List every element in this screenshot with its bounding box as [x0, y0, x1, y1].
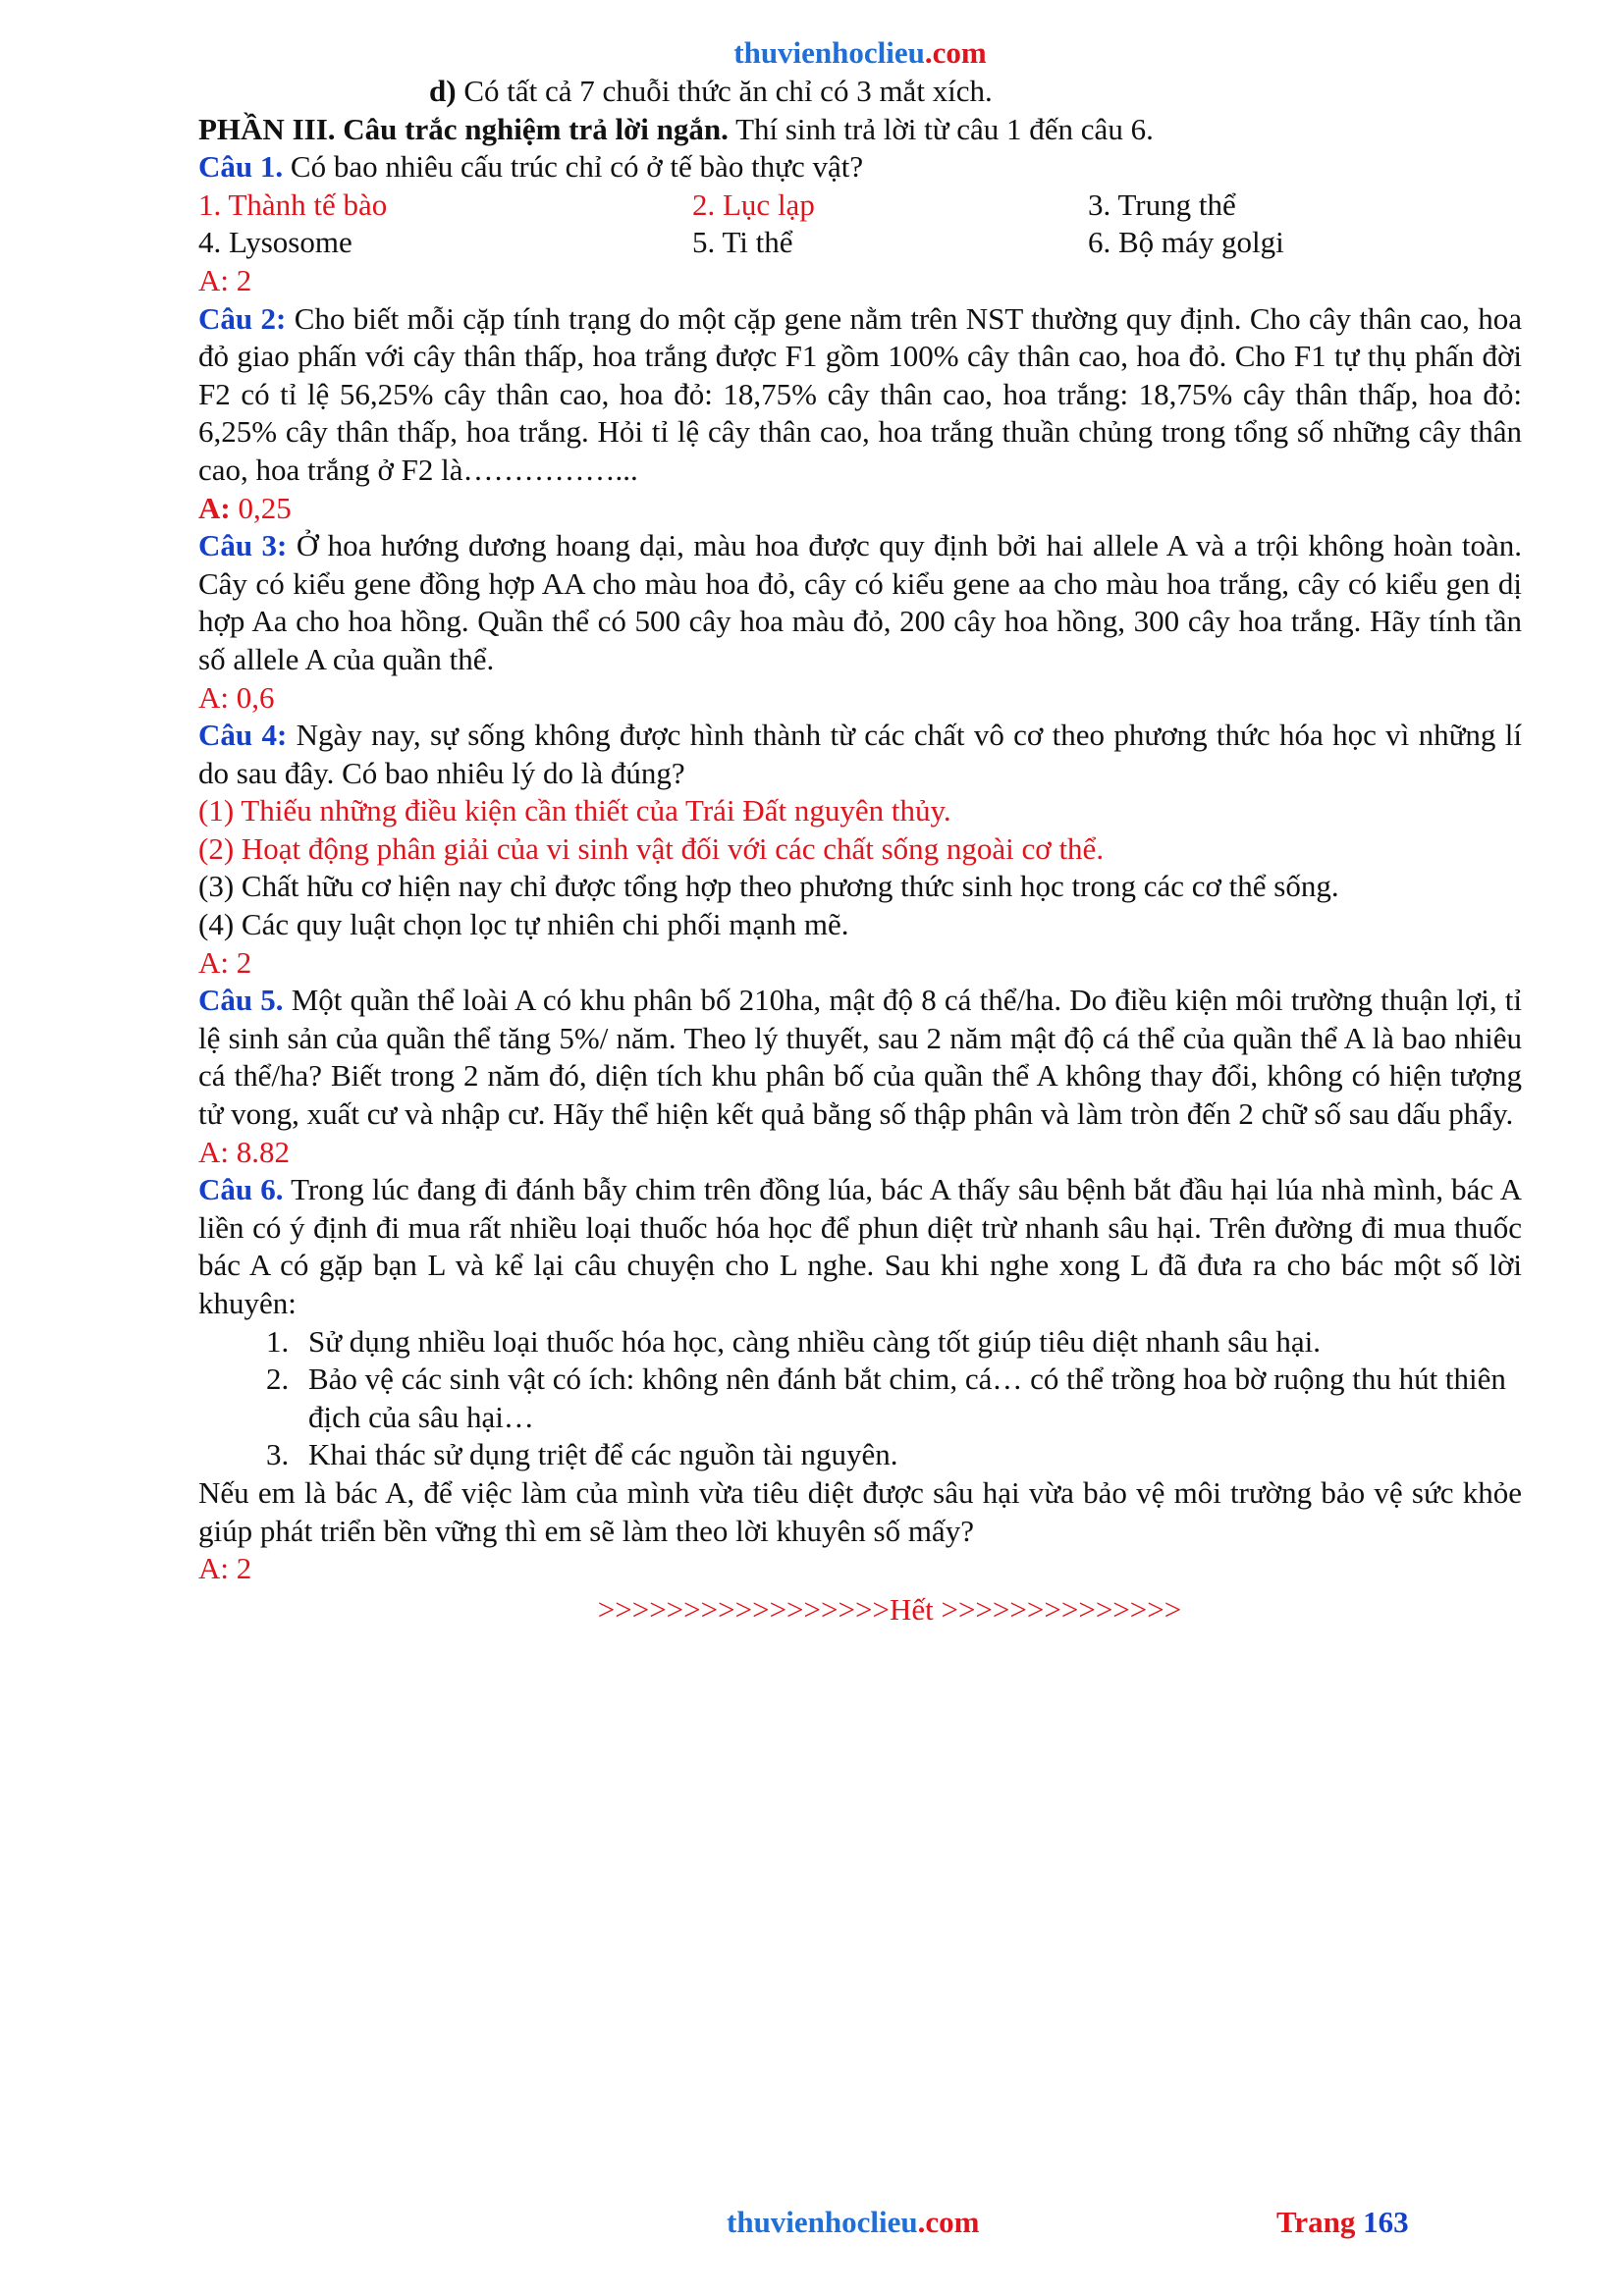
answer-5: A: 8.82	[198, 1134, 290, 1169]
question-text: Cho biết mỗi cặp tính trạng do một cặp gene nằm trên NST thường quy định. Cho cây thân cao, hoa đỏ giao phấn với cây thân thấp, hoa trắng được F1 gồm 100% cây thân cao, hoa đỏ. Cho F1 tự thụ phấn đời F2 có tỉ lệ 56,25% cây thân cao, hoa đỏ: 18,75% cây thân cao, hoa trắng: 18,75% cây thân thấp, hoa đỏ: 6,25% cây thân thấp, hoa trắng. Hỏi tỉ lệ cây thân cao, hoa trắng thuần chủng trong tổng số những cây thân cao, hoa trắng ở F2 là……………...	[198, 300, 1522, 487]
question-label: Câu 3:	[198, 528, 288, 563]
question-text: Ở hoa hướng dương hoang dại, màu hoa được quy định bởi hai allele A và a trội không hoàn toàn. Cây có kiểu gene đồng hợp AA cho màu hoa đỏ, cây có kiểu gene aa cho màu hoa trắng, cây có kiểu gen dị hợp Aa cho hoa hồng. Quần thể có 500 cây hoa màu đỏ, 200 cây hoa hồng, 300 cây hoa trắng. Hãy tính tần số allele A của quần thể.	[198, 528, 1522, 676]
question-text: Một quần thể loài A có khu phân bố 210ha, mật độ 8 cá thể/ha. Do điều kiện môi trường thuận lợi, tỉ lệ sinh sản của quần thể tăng 5%/ năm. Theo lý thuyết, sau 2 năm mật độ cá thể của quần thể A là bao nhiêu cá thể/ha? Biết trong 2 năm đó, diện tích khu phân bố của quần thể A không thay đổi, không có hiện tượng tử vong, xuất cư và nhập cư. Hãy thể hiện kết quả bằng số thập phân và làm tròn đến 2 chữ số sau dấu phẩy.	[198, 983, 1522, 1132]
document-page	[198, 33, 1522, 1629]
question-3	[198, 527, 1522, 678]
advice-item-1: 1. Sử dụng nhiều loại thuốc hóa học, càng nhiều càng tốt giúp tiêu diệt nhanh sâu hại.	[297, 1323, 1522, 1362]
item-label: d)	[429, 74, 457, 108]
section-instruction: Thí sinh trả lời từ câu 1 đến câu 6.	[728, 111, 1154, 146]
question-label: Câu 4:	[198, 718, 288, 753]
answer-6: A: 2	[198, 1551, 252, 1586]
site-name: thuvienhoclieu	[733, 35, 925, 70]
section-heading	[198, 111, 1522, 149]
answer-3: A: 0,6	[198, 679, 275, 715]
advice-item-2: 2. Bảo vệ các sinh vật có ích: không nên đánh bắt chim, cá… có thể trồng hoa bờ ruộng thu hút thiên địch của sâu hại…	[297, 1361, 1522, 1436]
reason-3: (3) Chất hữu cơ hiện nay chỉ được tổng hợp theo phương thức sinh học trong các cơ thể sống.	[198, 869, 1339, 904]
question-text: Có bao nhiêu cấu trúc chỉ có ở tế bào thực vật?	[283, 149, 864, 185]
end-marker: >>>>>>>>>>>>>>>>>Hết >>>>>>>>>>>>>>	[597, 1591, 1182, 1627]
site-header	[198, 33, 1522, 73]
question-label: Câu 2:	[198, 300, 287, 336]
question-4	[198, 717, 1522, 792]
footer-site-name: thuvienhoclieu	[727, 2205, 918, 2239]
question-text: Trong lúc đang đi đánh bẫy chim trên đồng lúa, bác A thấy sâu bệnh bắt đầu hại lúa nhà mình, bác A liền có ý định đi mua rất nhiều loại thuốc hóa học để phun diệt trừ nhanh sâu hại. Trên đường đi mua thuốc bác A có gặp bạn L và kể lại câu chuyện cho L nghe. Sau khi nghe xong L đã đưa ra cho bác một số lời khuyên:	[198, 1172, 1522, 1320]
question-2	[198, 300, 1522, 490]
option-2: 2. Lục lạp	[692, 187, 815, 222]
site-domain: .com	[924, 35, 987, 70]
answer-value: 0,25	[230, 490, 292, 525]
answer-1: A: 2	[198, 262, 252, 297]
reason-2: (2) Hoạt động phân giải của vi sinh vật đối với các chất sống ngoài cơ thể.	[198, 830, 1105, 866]
question-6-prompt: Nếu em là bác A, để việc làm của mình vừa tiêu diệt được sâu hại vừa bảo vệ môi trường bảo vệ sức khỏe giúp phát triển bền vững thì em sẽ làm theo lời khuyên số mấy?	[198, 1474, 1522, 1548]
page-number	[1276, 2205, 1409, 2240]
question-6	[198, 1171, 1522, 1322]
answer-label: A:	[198, 490, 231, 525]
option-3: 3. Trung thể	[1088, 187, 1236, 222]
question-label: Câu 1.	[198, 149, 284, 185]
answer-4: A: 2	[198, 944, 252, 980]
question-text: Ngày nay, sự sống không được hình thành từ các chất vô cơ theo phương thức hóa học vì những lí do sau đây. Có bao nhiêu lý do là đúng?	[198, 718, 1523, 790]
item-text: Có tất cả 7 chuỗi thức ăn chỉ có 3 mắt xích.	[456, 74, 993, 108]
footer-site-domain: .com	[917, 2205, 980, 2239]
advice-item-3: 3. Khai thác sử dụng triệt để các nguồn tài nguyên.	[297, 1436, 1522, 1474]
reason-1: (1) Thiếu những điều kiện cần thiết của Trái Đất nguyên thủy.	[198, 793, 951, 828]
page-number-value: 163	[1363, 2205, 1409, 2239]
page-label: Trang	[1276, 2205, 1364, 2239]
reason-4: (4) Các quy luật chọn lọc tự nhiên chi phối mạnh mẽ.	[198, 907, 849, 942]
question-label: Câu 6.	[198, 1172, 284, 1207]
answer-2	[198, 490, 1522, 528]
previous-item-d	[198, 73, 1522, 111]
footer-site	[727, 2205, 980, 2240]
question-1	[198, 148, 1522, 187]
advice-list	[198, 1323, 1522, 1474]
section-title: PHẦN III. Câu trắc nghiệm trả lời ngắn.	[198, 111, 729, 146]
option-6: 6. Bộ máy golgi	[1088, 225, 1284, 260]
question-5	[198, 982, 1522, 1133]
question-label: Câu 5.	[198, 983, 284, 1018]
option-4: 4. Lysosome	[198, 225, 352, 260]
option-5: 5. Ti thể	[692, 225, 793, 260]
question-1-options	[198, 187, 1522, 262]
option-1: 1. Thành tế bào	[198, 187, 388, 222]
